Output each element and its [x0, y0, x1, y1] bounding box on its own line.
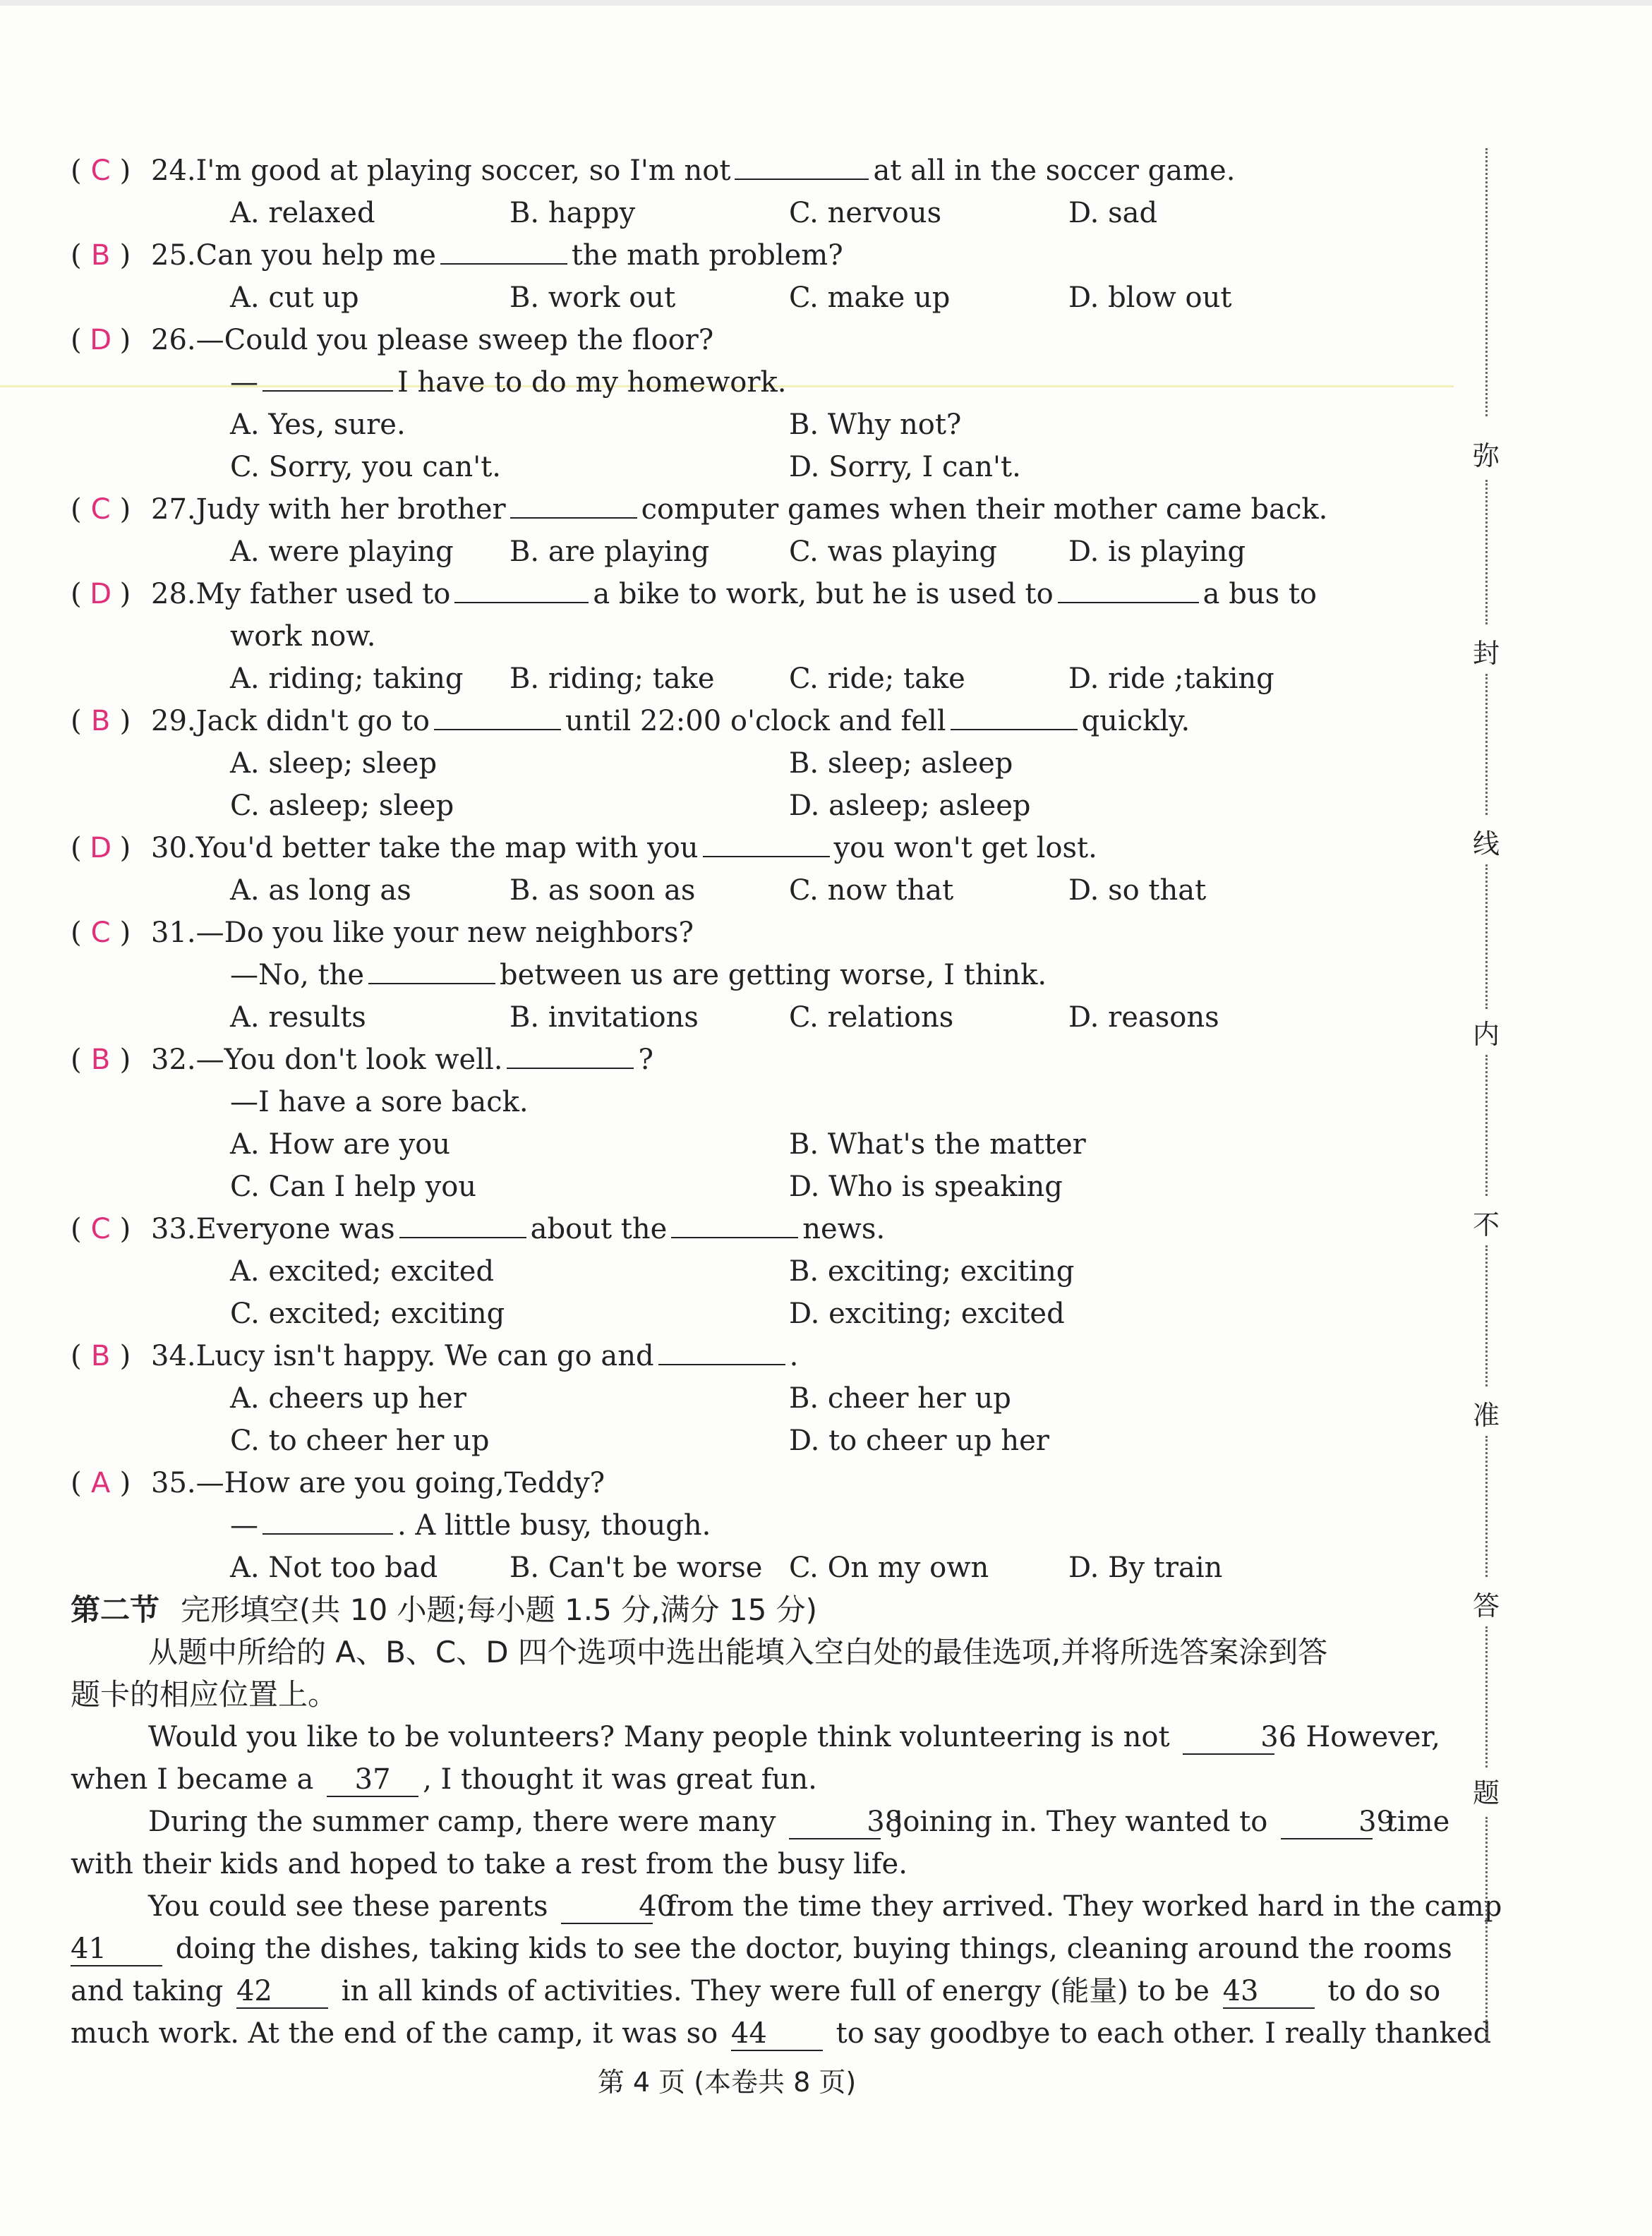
options-35: A. Not too bad B. Can't be worse C. On my own D. By train [230, 1552, 1223, 1584]
question-24: ( C ) 24.I'm good at playing soccer, so I'm not at all in the soccer game. [71, 150, 1436, 192]
answer-blank [368, 955, 495, 984]
answer-mark: C [90, 1213, 111, 1245]
answer-blank [671, 1209, 798, 1238]
question-28: ( D ) 28.My father used to a bike to work, but he is used to a bus to [71, 573, 1436, 615]
answer-mark: C [90, 155, 111, 187]
answer-blank [263, 362, 393, 392]
passage-line-7: and taking 42 in all kinds of activities. They were full of energy (能量) to be 43 to do so [71, 1975, 1441, 2007]
seal-char: 内 [1472, 1019, 1500, 1050]
answer-mark: B [90, 1044, 111, 1076]
answer-mark: B [90, 705, 111, 737]
options-26b: C. Sorry, you can't. D. Sorry, I can't. [230, 451, 1021, 483]
answer-blank [658, 1336, 785, 1365]
answer-blank [263, 1505, 393, 1535]
question-32: ( B ) 32.—You don't look well. ? [71, 1039, 1436, 1081]
page-footer: 第 4 页 (本卷共 8 页) [597, 2067, 857, 2098]
seal-char: 题 [1472, 1777, 1500, 1808]
section-title: 第二节 [71, 1593, 160, 1627]
options-29b: C. asleep; sleep D. asleep; asleep [230, 790, 1031, 822]
answer-blank [510, 489, 637, 519]
question-31: ( C ) 31.—Do you like your new neighbors? [71, 912, 1436, 954]
numbered-blank: 37 [327, 1763, 418, 1797]
answer-mark: A [90, 1467, 111, 1499]
options-30: A. as long as B. as soon as C. now that D. so that [230, 874, 1207, 907]
options-27: A. were playing B. are playing C. was playing D. is playing [230, 536, 1246, 568]
exam-content [71, 150, 1502, 2055]
seal-char: 弥 [1472, 440, 1500, 471]
section-instruction-1: 从题中所给的 A、B、C、D 四个选项中选出能填入空白处的最佳选项,并将所选答案涂到答 [148, 1635, 1328, 1669]
reply-26: — I have to do my homework. [71, 361, 1436, 404]
options-29a: A. sleep; sleep B. sleep; asleep [230, 747, 1013, 780]
answer-mark: D [90, 832, 112, 864]
question-26: ( D ) 26.—Could you please sweep the floor? [71, 319, 1436, 361]
options-34a: A. cheers up her B. cheer her up [230, 1382, 1011, 1415]
passage-line-2: when I became a 37 , I thought it was great fun. [71, 1763, 817, 1796]
answer-mark: C [90, 917, 111, 949]
seal-char: 准 [1472, 1400, 1500, 1431]
section-heading [71, 1589, 1436, 1631]
answer-blank [1058, 574, 1199, 603]
answer-mark: B [90, 239, 111, 272]
seal-char: 不 [1472, 1209, 1500, 1240]
question-25: ( B ) 25.Can you help me the math problem? [71, 234, 1436, 277]
question-30: ( D ) 30.You'd better take the map with you you won't get lost. [71, 827, 1436, 869]
answer-blank [440, 235, 567, 265]
numbered-blank: 38 [789, 1806, 881, 1839]
answer-blank [399, 1209, 526, 1238]
answer-blank [951, 701, 1078, 730]
section-instruction-2: 题卡的相应位置上。 [71, 1677, 338, 1712]
answer-blank [703, 828, 830, 857]
options-25: A. cut up B. work out C. make up D. blow out [230, 282, 1232, 314]
question-34: ( B ) 34.Lucy isn't happy. We can go and . [71, 1335, 1436, 1377]
passage-line-6: 41 doing the dishes, taking kids to see the doctor, buying things, cleaning around the rooms [71, 1933, 1452, 1965]
seal-char: 答 [1472, 1590, 1500, 1621]
answer-blank [454, 574, 589, 603]
reply-32: —I have a sore back. [230, 1086, 529, 1118]
numbered-blank: 40 [561, 1890, 653, 1924]
passage-line-4: with their kids and hoped to take a rest from the busy life. [71, 1848, 908, 1880]
options-32a: A. How are you B. What's the matter [230, 1128, 1086, 1161]
options-34b: C. to cheer her up D. to cheer up her [230, 1425, 1049, 1457]
answer-mark: C [90, 493, 111, 526]
options-28: A. riding; taking B. riding; take C. ride; take D. ride ;taking [230, 663, 1274, 695]
answer-mark: D [90, 578, 112, 610]
options-33b: C. excited; exciting D. exciting; excited [230, 1298, 1065, 1330]
continuation-28: work now. [230, 620, 376, 653]
numbered-blank: 39 [1281, 1806, 1373, 1839]
seal-line [1472, 148, 1500, 2053]
options-31: A. results B. invitations C. relations D. reasons [230, 1001, 1219, 1034]
section-description: 完形填空(共 10 小题;每小题 1.5 分,满分 15 分) [181, 1593, 818, 1627]
answer-blank [434, 701, 561, 730]
passage-line-1: Would you like to be volunteers? Many people think volunteering is not 36 . However, [148, 1721, 1440, 1753]
reply-35: — . A little busy, though. [71, 1504, 1436, 1547]
reply-31: —No, the between us are getting worse, I think. [71, 954, 1436, 996]
answer-mark: B [90, 1340, 111, 1372]
options-33a: A. excited; excited B. exciting; exciting [230, 1255, 1075, 1288]
options-32b: C. Can I help you D. Who is speaking [230, 1171, 1063, 1203]
question-33: ( C ) 33.Everyone was about the news. [71, 1208, 1436, 1250]
answer-blank [735, 150, 869, 180]
answer-mark: D [90, 324, 112, 356]
numbered-blank: 41 [71, 1933, 162, 1966]
seal-char: 封 [1472, 638, 1500, 669]
passage-line-5: You could see these parents 40 from the time they arrived. They worked hard in the camp [148, 1890, 1502, 1923]
top-edge [0, 0, 1652, 6]
numbered-blank: 43 [1223, 1975, 1315, 2009]
question-27: ( C ) 27.Judy with her brother computer games when their mother came back. [71, 488, 1436, 531]
options-26a: A. Yes, sure. B. Why not? [230, 409, 962, 441]
question-35: ( A ) 35.—How are you going,Teddy? [71, 1462, 1436, 1504]
numbered-blank: 42 [236, 1975, 328, 2009]
passage-line-8: much work. At the end of the camp, it was so 44 to say goodbye to each other. I really thanked [71, 2017, 1492, 2050]
passage-line-3: During the summer camp, there were many 38 joining in. They wanted to 39 time [148, 1806, 1450, 1838]
numbered-blank: 44 [731, 2017, 823, 2051]
seal-char: 线 [1472, 828, 1500, 859]
answer-blank [507, 1039, 634, 1069]
question-29: ( B ) 29.Jack didn't go to until 22:00 o'clock and fell quickly. [71, 700, 1436, 742]
options-24: A. relaxed B. happy C. nervous D. sad [230, 197, 1158, 229]
numbered-blank: 36 [1183, 1721, 1274, 1755]
